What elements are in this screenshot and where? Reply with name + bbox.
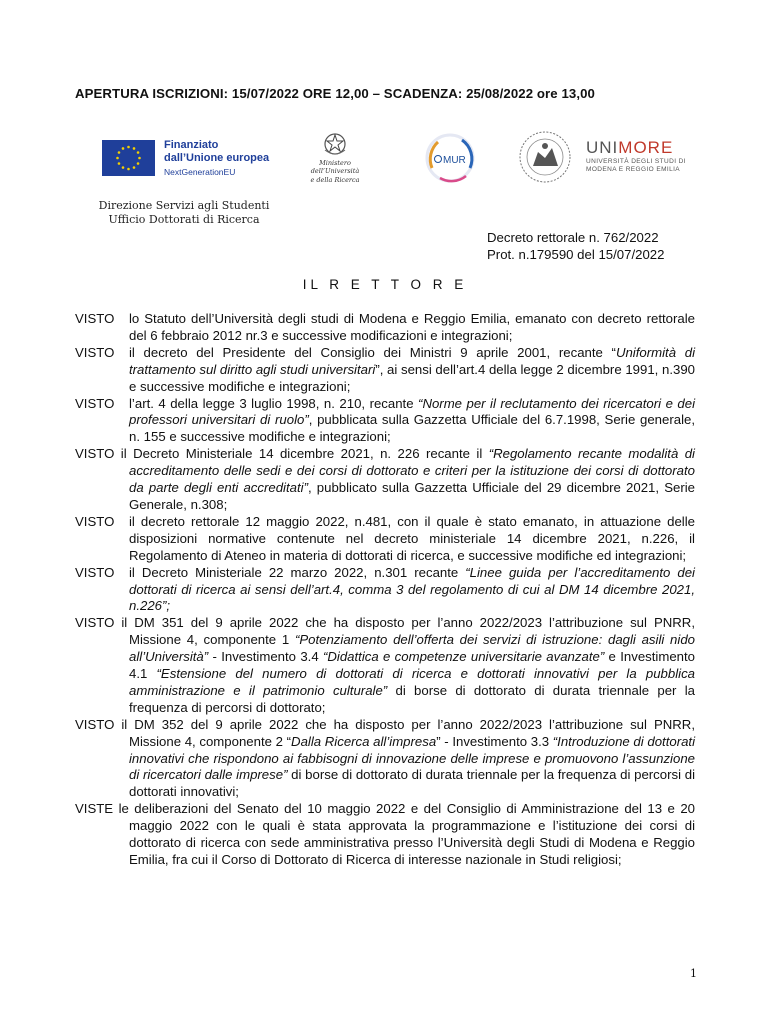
paragraph-text: l’art. 4 della legge 3 luglio 1998, n. 210, recante: [129, 395, 419, 411]
ministry-logo: [300, 128, 370, 188]
enrollment-headline: APERTURA ISCRIZIONI: 15/07/2022 ORE 12,00 – SCADENZA: 25/08/2022 ore 13,00: [75, 86, 595, 101]
paragraph-keyword: VISTO: [75, 513, 115, 529]
eu-star-icon: [118, 162, 121, 165]
paragraph-italic: “Linee guida per l’accreditamento dei dottorati di ricerca ai sensi dell’art.4, comma 3 del regolamento di cui al DM 14 dicembre 2021, n.226”;: [129, 564, 695, 614]
paragraph: [75, 446, 695, 514]
paragraph-keyword: VISTO: [75, 395, 115, 411]
paragraph-italic: Uniformità di trattamento sul diritto agli studi universitari: [129, 344, 695, 377]
unimore-brand: [586, 138, 686, 158]
paragraph-text: di borse di dottorato di durata triennale per la frequenza di percorsi di dottorato;: [129, 682, 695, 715]
ministry-line2: e della Ricerca: [310, 176, 360, 184]
paragraph-keyword: VISTO: [75, 716, 115, 732]
eu-label-line2: dall’Unione europea: [164, 152, 270, 164]
paragraph-text: - Investimento 3.4: [208, 649, 323, 665]
eu-label-line1: Finanziato: [164, 139, 219, 151]
eu-star-icon: [118, 151, 121, 154]
mur-label: MUR: [443, 155, 466, 166]
ministry-line1: Ministero dell’Università: [310, 159, 360, 175]
decree-reference: [487, 229, 664, 263]
unimore-sub2: MODENA E REGGIO EMILIA: [586, 166, 681, 173]
paragraph-keyword: VISTO: [75, 311, 115, 326]
eu-star-icon: [127, 168, 130, 171]
eu-star-icon: [137, 151, 140, 154]
mur-logo: [424, 132, 476, 184]
paragraph-text: il decreto rettorale 12 maggio 2022, n.481, con il quale è stato emanato, in attuazione delle disposizioni normative contenute nel decreto ministeriale 14 dicembre 2021, n.226, il Regolamento di Ateneo in materia di dottorati di ricerca, e successive modifiche ed integrazioni;: [129, 513, 695, 563]
italian-emblem-icon: [320, 128, 350, 158]
logo-strip: [0, 128, 770, 198]
paragraph-keyword: VISTO: [75, 344, 115, 360]
paragraph-italic: Dalla Ricerca all’impresa: [291, 733, 437, 749]
eu-star-icon: [122, 147, 125, 150]
eu-star-icon: [137, 162, 140, 165]
eu-star-icon: [127, 146, 130, 149]
eu-label-line3: NextGenerationEU: [164, 167, 236, 177]
eu-star-icon: [116, 157, 119, 160]
unimore-brand-more: MORE: [618, 138, 674, 157]
eu-star-icon: [133, 147, 136, 150]
paragraph-text: il Decreto Ministeriale 22 marzo 2022, n.301 recante: [129, 564, 466, 580]
paragraph-text: ” - Investimento 3.3: [436, 733, 553, 749]
paragraph: [75, 311, 695, 345]
unimore-brand-uni: UNI: [586, 138, 619, 157]
paragraph-text: il DM 352 del 9 aprile 2022 che ha disposto per l’anno 2022/2023 l’attribuzione sul PNRR, Missione 4, componente 2 “: [121, 716, 695, 749]
paragraph-italic: “Regolamento recante modalità di accreditamento delle sedi e dei corsi di dottorato e criteri per la istituzione dei corsi di dottorato da parte degli enti accreditati”: [129, 446, 695, 496]
paragraph: [75, 565, 695, 616]
office-line1: Direzione Servizi agli Studenti: [98, 199, 270, 212]
eu-funding-label: [164, 139, 269, 179]
page-number: 1: [690, 967, 697, 980]
office-heading: [97, 199, 271, 227]
eu-flag-icon: [102, 140, 155, 176]
decree-number: Decreto rettorale n. 762/2022: [487, 230, 659, 245]
unimore-seal-icon: [518, 130, 572, 184]
unimore-wordmark: [586, 138, 686, 174]
paragraph-text: lo Statuto dell’Università degli studi di Modena e Reggio Emilia, emanato con decreto rettorale del 6 febbraio 2012 nr.3 e successive modificazioni e integrazioni;: [129, 311, 695, 343]
office-line2: Ufficio Dottorati di Ricerca: [108, 213, 260, 226]
document-body: [75, 311, 695, 869]
paragraph-text: e Investimento 4.1: [129, 649, 695, 682]
paragraph-italic: “Introduzione di dottorati innovativi che rispondono ai fabbisogni di innovazione delle imprese e promuovono l’assunzione di ricercatori dalle imprese”: [129, 733, 696, 783]
paragraph-italic: “Norme per il reclutamento dei ricercatori e dei professori universitari di ruolo”: [129, 395, 695, 428]
paragraph: [75, 514, 695, 565]
paragraph-italic: “Didattica e competenze universitarie avanzate”: [322, 649, 605, 665]
document-title: IL R E T T O R E: [302, 277, 468, 292]
paragraph-italic: “Potenziamento dell’offerta dei servizi di istruzione: dagli asili nido all’Università”: [129, 632, 695, 665]
paragraph-text: le deliberazioni del Senato del 10 maggio 2022 e del Consiglio di Amministrazione del 13 e 20 maggio 2022 con le quali è stata approvata la programmazione e l’istituzione dei corsi di dottorato di ricerca con sede amministrativa presso l’Università degli Studi di Modena e Reggio Emilia, fra cui il Corso di Dottorato di Ricerca di interesse nazionale in Studi religiosi;: [118, 801, 695, 867]
paragraph: [75, 615, 695, 716]
paragraph-keyword: VISTE: [75, 801, 114, 817]
eu-star-icon: [122, 166, 125, 169]
paragraph-text: , pubblicata sulla Gazzetta Ufficiale del 6.7.1998, Serie generale, n. 155 e successive modifiche e integrazioni;: [129, 412, 695, 445]
paragraph-text: il Decreto Ministeriale 14 dicembre 2021, n. 226 recante il: [120, 446, 489, 462]
paragraph-text: di borse di dottorato di durata triennale per la frequenza di percorsi di dottorati innovativi;: [129, 767, 695, 800]
paragraph-text: il decreto del Presidente del Consiglio dei Ministri 9 aprile 2001, recante “: [129, 344, 616, 360]
paragraph-keyword: VISTO: [75, 564, 115, 580]
paragraph-keyword: VISTO: [75, 615, 115, 631]
paragraph: [75, 801, 695, 869]
paragraph-text: , pubblicato sulla Gazzetta Ufficiale del 29 dicembre 2021, Serie Generale, n.308;: [129, 480, 695, 512]
paragraph-text: ”, ai sensi dell’art.4 della legge 2 dicembre 1991, n.390 e successive modifiche e integrazioni;: [129, 361, 695, 394]
paragraph: [75, 345, 695, 396]
decree-prot: Prot. n.179590 del 15/07/2022: [487, 247, 665, 262]
paragraph-italic: “Estensione del numero di dottorati di ricerca e dottorati innovativi per la pubblica amministrazione e il patrimonio culturale”: [129, 666, 695, 698]
paragraph-keyword: VISTO: [75, 446, 115, 462]
eu-star-icon: [138, 157, 141, 160]
paragraph-text: il DM 351 del 9 aprile 2022 che ha disposto per l’anno 2022/2023 l’attribuzione sul PNRR, Missione 4, componente 1: [121, 615, 695, 648]
eu-star-icon: [133, 166, 136, 169]
unimore-sub1: UNIVERSITÀ DEGLI STUDI DI: [586, 158, 686, 165]
paragraph: [75, 717, 695, 802]
paragraph: [75, 396, 695, 447]
